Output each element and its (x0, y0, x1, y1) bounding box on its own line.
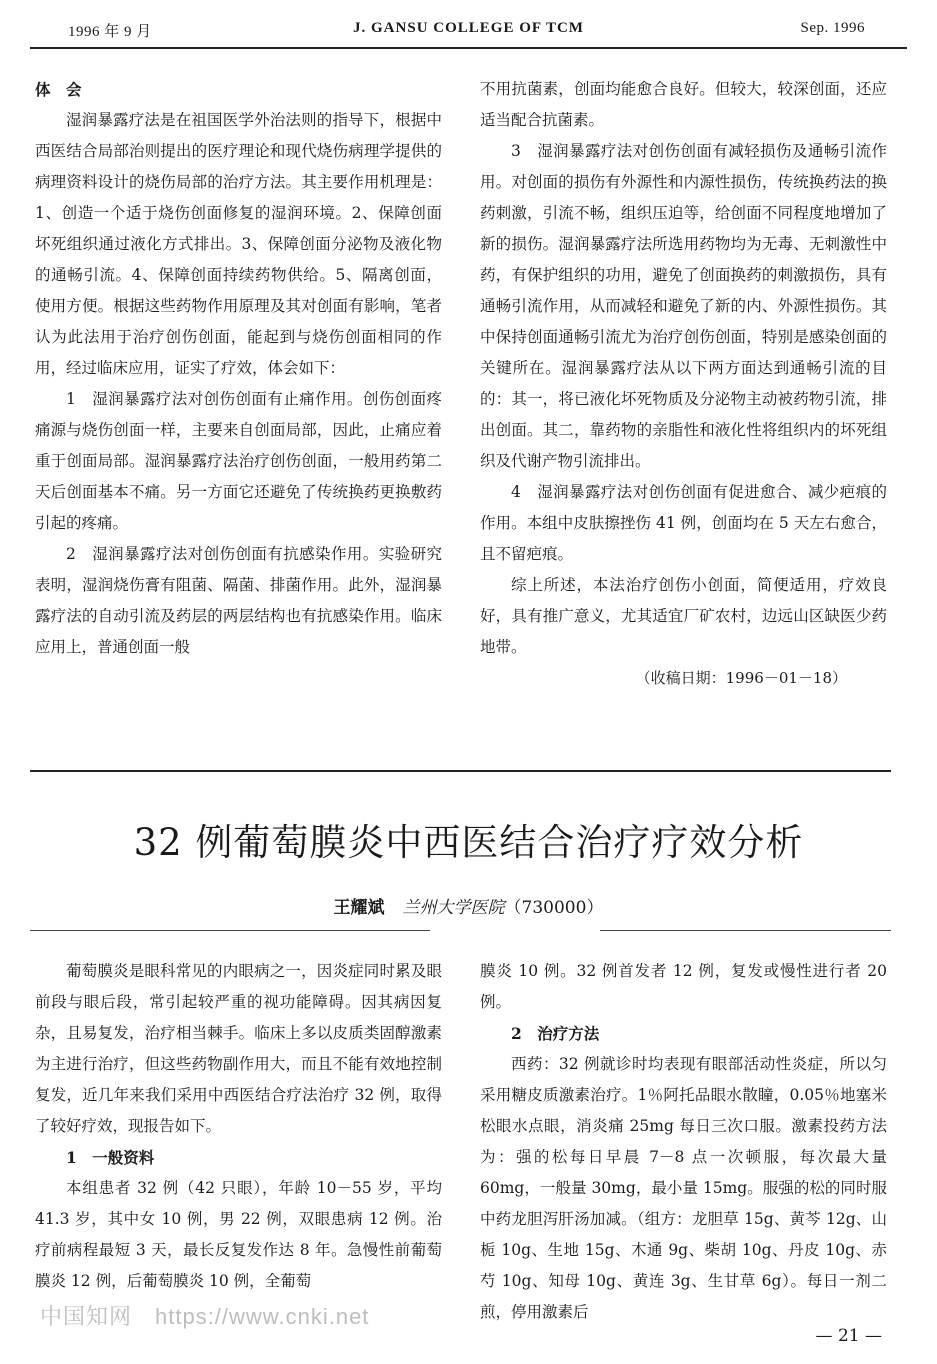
paragraph: 4 湿润暴露疗法对创伤创面有促进愈合、减少疤痕的作用。本组中皮肤擦挫伤 41 例，创面均在 5 天左右愈合，且不留疤痕。 (480, 483, 887, 563)
article-right-column (480, 956, 887, 1328)
author-affiliation: 兰州大学医院 (402, 898, 505, 918)
paragraph: 湿润暴露疗法是在祖国医学外治法则的指导下，根据中西医结合局部治则提出的医疗理论和现代烧伤病理学提供的病理资料设计的烧伤局部的治疗方法。其主要作用机理是：1、创造一个适于烧伤创面修复的湿润环境。2、保障创面坏死组织通过液化方式排出。3、保障创面分泌物及液化物的通畅引流。4、保障创面持续药物供给。5、隔离创面，使用方便。根据这些药物作用原理及其对创面有影响，笔者认为此法用于治疗创伤创面，能起到与烧伤创面相同的作用，经过临床应用，证实了疗效，体会如下： (35, 111, 442, 377)
byline-rule-right (600, 930, 891, 931)
article-left-column (35, 956, 442, 1297)
received-date: （收稿日期：1996－01－18） (635, 669, 847, 687)
article-separator-rule (30, 770, 891, 772)
paragraph: 1 湿润暴露疗法对创伤创面有止痛作用。创伤创面疼痛源与烧伤创面一样，主要来自创面局部，因此，止痛应着重于创面局部。湿润暴露疗法治疗创伤创面，一般用药第二天后创面基本不痛。另一方面它还避免了传统换药更换敷药引起的疼痛。 (35, 390, 442, 532)
paragraph-continuation: 不用抗菌素，创面均能愈合良好。但较大，较深创面，还应适当配合抗菌素。 (480, 80, 887, 129)
journal-date-en: Sep. 1996 (800, 20, 865, 36)
journal-name: J. GANSU COLLEGE OF TCM (353, 20, 584, 36)
header-rule (30, 47, 907, 49)
section-heading: 2 治疗方法 (511, 1024, 600, 1043)
prev-article-left-column (35, 74, 442, 663)
paragraph: 本组患者 32 例（42 只眼），年龄 10－55 岁，平均 41.3 岁，其中女 10 例，男 22 例，双眼患病 12 例。治疗前病程最短 3 天，最长反复发作达 8 年。急慢性前葡萄膜炎 12 例，后葡萄膜炎 10 例，全葡萄 (35, 1179, 442, 1290)
paragraph: 葡萄膜炎是眼科常见的内眼病之一，因炎症同时累及眼前段与眼后段，常引起较严重的视功能障碍。因其病因复杂，且易复发，治疗相当棘手。临床上多以皮质类固醇激素为主进行治疗，但这些药物副作用大，而且不能有效地控制复发，近几年来我们采用中西医结合疗法治疗 32 例，取得了较好疗效，现报告如下。 (35, 962, 442, 1135)
paragraph-continuation: 膜炎 10 例。32 例首发者 12 例，复发或慢性进行者 20 例。 (480, 962, 887, 1011)
section-heading: 1 一般资料 (66, 1148, 155, 1167)
page-number: — 21 — (815, 1326, 882, 1346)
author-name: 王耀斌 (333, 898, 385, 918)
byline-rule-left (30, 930, 430, 931)
byline (0, 893, 937, 918)
paragraph: 西药：32 例就诊时均表现有眼部活动性炎症，所以匀采用糖皮质激素治疗。1％阿托品眼水散瞳，0.05％地塞米松眼水点眼，消炎痛 25mg 每日三次口服。激素投药方法为：强的松每日早晨 7－8 点一次顿服，每次最大量 60mg，一般量 30mg，最小量 15mg。服强的松的同时服中药龙胆泻肝汤加减。（组方：龙胆草 15g、黄芩 12g、山栀 10g、生地 15g、木通 9g、柴胡 10g、丹皮 10g、赤芍 10g、知母 10g、黄连 3g、生甘草 6g）。每日一剂二煎，停用激素后 (480, 1055, 887, 1321)
postcode: （730000） (504, 898, 604, 918)
journal-date: 1996 年 9 月 (68, 24, 152, 40)
article-title: 32 例葡萄膜炎中西医结合治疗疗效分析 (133, 821, 804, 864)
paragraph: 综上所述，本法治疗创伤小创面，简便适用，疗效良好，具有推广意义，尤其适宜厂矿农村，边远山区缺医少药地带。 (480, 576, 887, 656)
cnki-watermark: 中国知网 https://www.cnki.net (40, 1304, 370, 1329)
section-heading: 体 会 (35, 80, 82, 99)
paragraph: 3 湿润暴露疗法对创伤创面有减轻损伤及通畅引流作用。对创面的损伤有外源性和内源性损伤，传统换药法的换药刺激，引流不畅，组织压迫等，给创面不同程度地增加了新的损伤。湿润暴露疗法所选用药物均为无毒、无刺激性中药，有保护组织的功用，避免了创面换药的刺激损伤，具有通畅引流作用，从而减轻和避免了新的内、外源性损伤。其中保持创面通畅引流尤为治疗创伤创面，特别是感染创面的关键所在。湿润暴露疗法从以下两方面达到通畅引流的目的：其一，将已液化坏死物质及分泌物主动被药物引流，排出创面。其二，靠药物的亲脂性和液化性将组织内的坏死组织及代谢产物引流排出。 (480, 142, 887, 470)
prev-article-right-column (480, 74, 887, 694)
paragraph: 2 湿润暴露疗法对创伤创面有抗感染作用。实验研究表明，湿润烧伤膏有阻菌、隔菌、排菌作用。此外，湿润暴露疗法的自动引流及药层的两层结构也有抗感染作用。临床应用上，普通创面一般 (35, 545, 442, 656)
